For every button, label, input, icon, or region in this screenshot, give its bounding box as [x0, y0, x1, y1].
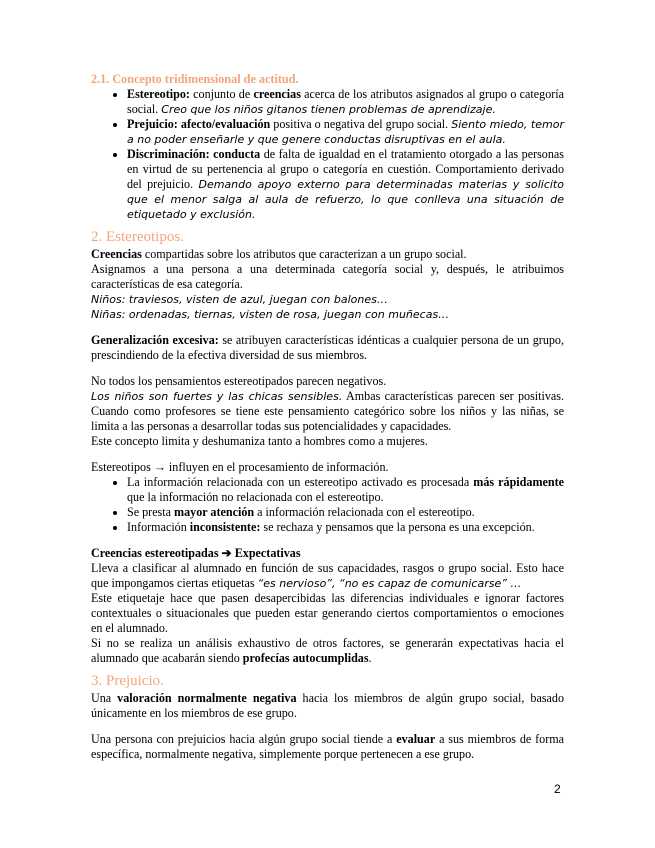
- paragraph: Asignamos a una persona a una determinada categoría social y, después, le atribuimos características de esa categoría.: [91, 262, 564, 291]
- paragraph: Lleva a clasificar al alumnado en función de sus capacidades, rasgos o grupo social. Esto hace que impongamos ciertas etiquetas “es nervioso”, “no es capaz de comunicarse” …: [91, 561, 564, 590]
- section-heading-2: 2. Estereotipos.: [91, 229, 184, 245]
- subheading-creencias-estereotipadas: Creencias estereotipadas ➔ Expectativas: [91, 546, 301, 560]
- list-item-prejuicio: • Prejuicio: afecto/evaluación positiva o negativa del grupo social. Siento miedo, temor a no poder enseñarle y que genere conductas disruptivas en el aula.: [127, 117, 564, 147]
- list-item: • La información relacionada con un estereotipo activado es procesada más rápidamente que la información no relacionada con el estereotipo.: [127, 475, 564, 505]
- paragraph: No todos los pensamientos estereotipados parecen negativos.: [91, 374, 387, 388]
- example-text: Siento miedo, temor a no poder enseñarle y que genere conductas disruptivas en el aula.: [127, 118, 564, 146]
- list-item-discriminacion: • Discriminación: conducta de falta de igualdad en el tratamiento otorgado a las personas en virtud de su pertenencia al grupo o categoría en cuestión. Comportamiento derivado del prejuicio. Demando apoyo externo para determinadas materias y solicito que el menor salga al aula de refuerzo, lo que conlleva una situación de etiquetado y exclusión.: [127, 147, 564, 222]
- example-text: Demando apoyo externo para determinadas materias y solicito que el menor salga al aula de refuerzo, lo que conlleva una situación de etiquetado y exclusión.: [127, 178, 564, 221]
- list-item-estereotipo: • Estereotipo: conjunto de creencias acerca de los atributos asignados al grupo o categoría social. Creo que los niños gitanos tienen problemas de aprendizaje.: [127, 87, 564, 117]
- attitude-components-list: [91, 87, 564, 222]
- document-page: [91, 72, 564, 762]
- paragraph: Una persona con prejuicios hacia algún grupo social tiende a evaluar a sus miembros de forma específica, normalmente negativa, simplemente porque pertenecen a ese grupo.: [91, 732, 564, 761]
- list-item: • Información inconsistente: se rechaza y pensamos que la persona es una excepción.: [127, 520, 564, 535]
- section-heading-3: 3. Prejuicio.: [91, 673, 164, 689]
- arrow-right-icon: →: [153, 460, 166, 474]
- paragraph-generalizacion: Generalización excesiva: se atribuyen características idénticas a cualquier persona de un grupo, prescindiendo de la efectiva diversidad de sus miembros.: [91, 333, 564, 362]
- paragraph: Creencias compartidas sobre los atributos que caracterizan a un grupo social.: [91, 247, 467, 261]
- list-item: • Se presta mayor atención a información relacionada con el estereotipo.: [127, 505, 564, 520]
- example-text: Creo que los niños gitanos tienen problemas de aprendizaje.: [161, 103, 496, 116]
- paragraph: Este etiquetaje hace que pasen desapercibidas las diferencias individuales e ignorar factores contextuales o situacionales que pueden estar generando ciertos comportamientos o emociones en el alumnado.: [91, 591, 564, 635]
- example-line: Niños: traviesos, visten de azul, juegan con balones…: [91, 293, 388, 306]
- paragraph: Si no se realiza un análisis exhaustivo de otros factores, se generarán expectativas hacia el alumnado que acabarán siendo profecías autocumplidas.: [91, 636, 564, 665]
- arrow-right-icon: ➔: [221, 546, 232, 560]
- processing-list: [91, 475, 564, 535]
- paragraph: Estereotipos → influyen en el procesamiento de información.: [91, 460, 389, 474]
- paragraph: Este concepto limita y deshumaniza tanto a hombres como a mujeres.: [91, 434, 428, 448]
- paragraph: Una valoración normalmente negativa hacia los miembros de algún grupo social, basado únicamente en los miembros de ese grupo.: [91, 691, 564, 720]
- page-number: 2: [554, 782, 561, 796]
- paragraph: Los niños son fuertes y las chicas sensibles. Ambas características parecen ser positivas. Cuando como profesores se tiene este pensamiento categórico sobre los niños y las niñas, se limita a las personas a desarrollar todas sus potencialidades y capacidades.: [91, 389, 564, 433]
- section-heading-2-1: 2.1. Concepto tridimensional de actitud.: [91, 72, 299, 86]
- example-line: Niñas: ordenadas, tiernas, visten de rosa, juegan con muñecas…: [91, 308, 450, 321]
